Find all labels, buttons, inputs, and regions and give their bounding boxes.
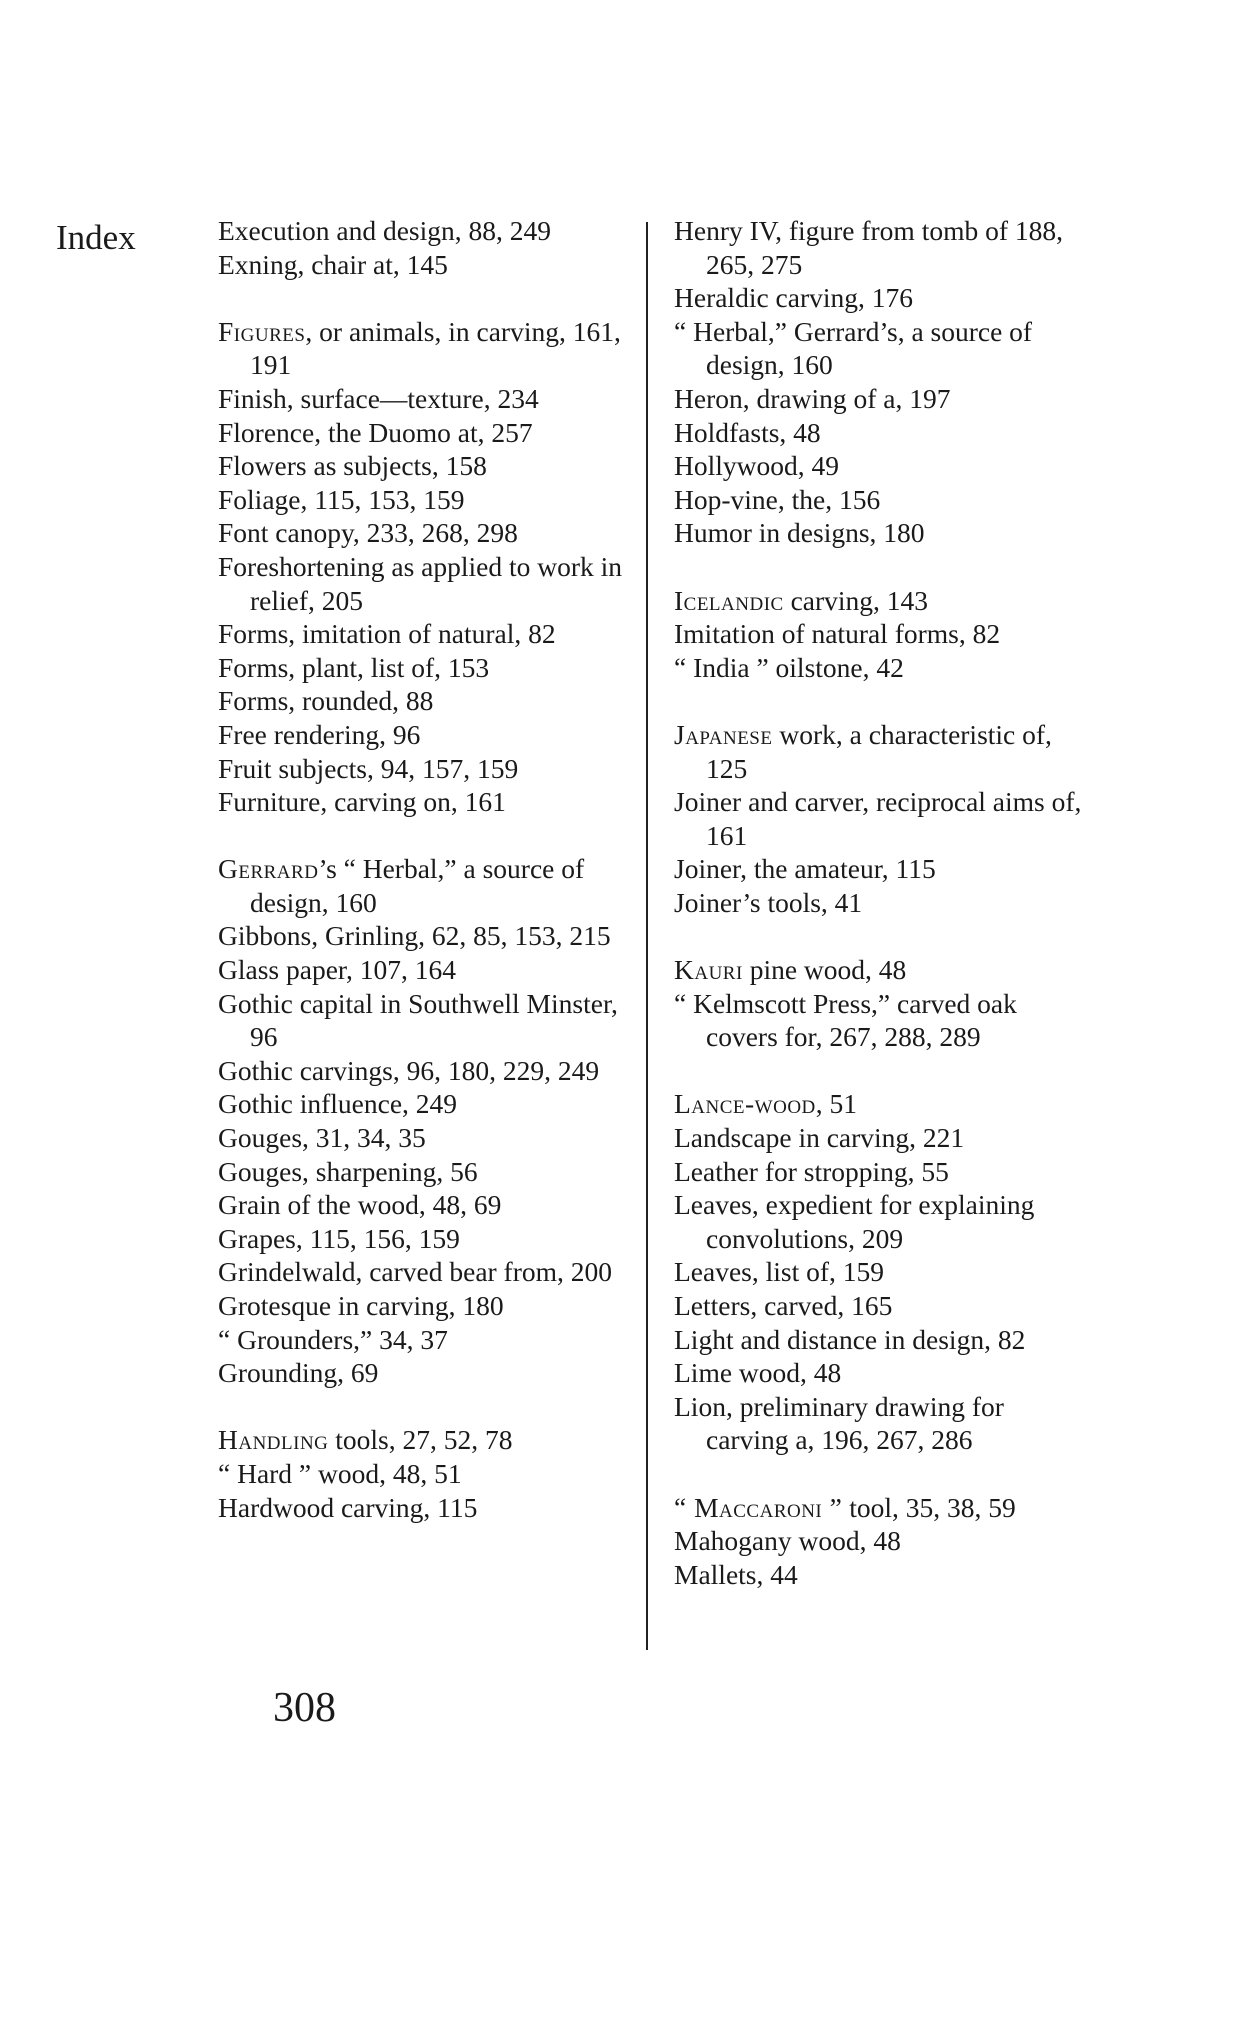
index-letter-group bbox=[218, 214, 626, 281]
index-entry bbox=[218, 651, 626, 685]
index-entry-text: Mahogany wood, 48 bbox=[674, 1525, 901, 1557]
index-entry bbox=[218, 1222, 626, 1256]
index-entry bbox=[218, 483, 626, 517]
index-letter-group bbox=[218, 315, 626, 819]
index-entry bbox=[674, 953, 1084, 987]
index-entry-text: Fruit subjects, 94, 157, 159 bbox=[218, 752, 519, 784]
index-entry-text: Flowers as subjects, 158 bbox=[218, 450, 487, 482]
index-entry-text: Leaves, expedient for explaining convolutions, 209 bbox=[674, 1189, 1035, 1254]
index-entry bbox=[674, 1491, 1084, 1525]
index-entry-text: tool, 35, 38, 59 bbox=[842, 1491, 1016, 1523]
index-entry-text: , or animals, in carving, 161, 191 bbox=[250, 315, 621, 381]
index-entry-text: Gouges, sharpening, 56 bbox=[218, 1155, 478, 1187]
index-entry bbox=[674, 416, 1084, 450]
index-entry-text: Font canopy, 233, 268, 298 bbox=[218, 517, 518, 549]
index-entry-text: Light and distance in design, 82 bbox=[674, 1323, 1026, 1355]
index-entry bbox=[674, 718, 1084, 785]
index-entry bbox=[674, 1255, 1084, 1289]
index-entry bbox=[674, 1558, 1084, 1592]
index-entry bbox=[218, 1155, 626, 1189]
index-entry-text: “ Kelmscott Press,” carved oak covers for, 267, 288, 289 bbox=[674, 987, 1017, 1053]
index-entry-text: Grindelwald, carved bear from, 200 bbox=[218, 1256, 613, 1288]
index-entry bbox=[218, 1188, 626, 1222]
index-entry bbox=[674, 1121, 1084, 1155]
index-entry bbox=[218, 248, 626, 282]
index-entry-text: Hollywood, 49 bbox=[674, 450, 839, 482]
index-entry bbox=[218, 1255, 626, 1289]
index-entry bbox=[674, 886, 1084, 920]
index-entry-text: Joiner, the amateur, 115 bbox=[674, 853, 936, 885]
index-entry-text: Grotesque in carving, 180 bbox=[218, 1290, 504, 1321]
index-entry bbox=[674, 281, 1084, 315]
index-entry bbox=[674, 785, 1084, 852]
index-entry bbox=[218, 785, 626, 819]
index-letter-group bbox=[674, 953, 1084, 1054]
page-title: Index bbox=[56, 218, 136, 257]
index-entry-text: Imitation of natural forms, 82 bbox=[674, 618, 1001, 650]
index-entry bbox=[218, 1323, 626, 1357]
index-entry-text: Gouges, 31, 34, 35 bbox=[218, 1122, 426, 1154]
index-column-left bbox=[218, 214, 626, 1524]
index-entry-text: Holdfasts, 48 bbox=[674, 416, 821, 448]
index-entry bbox=[674, 617, 1084, 651]
index-entry-text: Foliage, 115, 153, 159 bbox=[218, 483, 465, 515]
index-entry bbox=[218, 382, 626, 416]
index-entry bbox=[674, 483, 1084, 517]
index-entry-text: Gothic influence, 249 bbox=[218, 1088, 458, 1120]
index-entry-text: Joiner and carver, reciprocal aims of, 161 bbox=[674, 786, 1082, 851]
index-entry-text: Furniture, carving on, 161 bbox=[218, 786, 506, 818]
index-entry-text: carving, 143 bbox=[783, 584, 929, 616]
index-entry bbox=[674, 1087, 1084, 1121]
index-entry bbox=[674, 584, 1084, 618]
index-entry-text: “ India ” oilstone, 42 bbox=[674, 651, 904, 683]
index-entry bbox=[674, 516, 1084, 550]
index-entry-text: Letters, carved, 165 bbox=[674, 1290, 893, 1321]
index-entry bbox=[674, 1289, 1084, 1323]
index-entry bbox=[218, 214, 626, 248]
index-entry-text: “ Herbal,” Gerrard’s, a source of design, 160 bbox=[674, 315, 1033, 381]
index-entry-text: Lion, preliminary drawing for carving a, 196, 267, 286 bbox=[674, 1390, 1004, 1456]
index-entry bbox=[218, 752, 626, 786]
index-entry-text: Landscape in carving, 221 bbox=[674, 1122, 965, 1154]
index-entry-lead-word: Kauri bbox=[674, 954, 743, 986]
index-entry-text: , 51 bbox=[815, 1088, 858, 1120]
column-divider bbox=[646, 222, 648, 1650]
index-column-right bbox=[674, 214, 1084, 1591]
index-entry-text: Forms, rounded, 88 bbox=[218, 685, 434, 717]
index-entry bbox=[218, 1423, 626, 1457]
index-entry bbox=[218, 987, 626, 1054]
index-entry bbox=[674, 1188, 1084, 1255]
index-entry-text: Grapes, 115, 156, 159 bbox=[218, 1222, 460, 1254]
index-letter-group bbox=[674, 1491, 1084, 1592]
index-entry-text: Henry IV, figure from tomb of 188, 265, 275 bbox=[674, 215, 1064, 280]
index-entry-text: Forms, imitation of natural, 82 bbox=[218, 618, 556, 650]
index-entry-lead-word: Lance-wood bbox=[674, 1088, 816, 1120]
index-entry-text: Free rendering, 96 bbox=[218, 718, 421, 750]
index-entry-lead-word: “ Maccaroni ” bbox=[674, 1491, 843, 1523]
index-entry-lead-word: Handling bbox=[218, 1424, 329, 1456]
index-entry bbox=[218, 1054, 626, 1088]
index-entry-text: Hardwood carving, 115 bbox=[218, 1491, 478, 1523]
index-entry-text: tools, 27, 52, 78 bbox=[328, 1424, 513, 1456]
index-entry-text: Humor in designs, 180 bbox=[674, 517, 925, 549]
index-entry-text: Hop-vine, the, 156 bbox=[674, 483, 881, 515]
index-entry-text: Gothic capital in Southwell Minster, 96 bbox=[218, 987, 618, 1053]
index-entry bbox=[218, 684, 626, 718]
index-entry bbox=[218, 1457, 626, 1491]
index-entry-lead-word: Japanese bbox=[674, 718, 773, 750]
index-letter-group bbox=[674, 584, 1084, 685]
index-entry-text: “ Hard ” wood, 48, 51 bbox=[218, 1457, 462, 1489]
index-letter-group bbox=[218, 1423, 626, 1524]
index-entry-text: pine wood, 48 bbox=[742, 954, 907, 986]
index-entry-text: Grain of the wood, 48, 69 bbox=[218, 1189, 502, 1221]
index-entry bbox=[218, 953, 626, 987]
index-entry bbox=[674, 1524, 1084, 1558]
index-entry bbox=[218, 718, 626, 752]
index-entry-text: Lime wood, 48 bbox=[674, 1357, 842, 1389]
index-entry bbox=[674, 449, 1084, 483]
index-entry-text: Gibbons, Grinling, 62, 85, 153, 215 bbox=[218, 920, 611, 952]
index-entry bbox=[674, 1390, 1084, 1457]
index-entry-text: Glass paper, 107, 164 bbox=[218, 954, 456, 986]
index-entry bbox=[218, 617, 626, 651]
index-entry-lead-word: Figures bbox=[218, 315, 306, 347]
index-entry-text: Finish, surface—texture, 234 bbox=[218, 382, 539, 414]
index-letter-group bbox=[674, 1087, 1084, 1457]
index-entry bbox=[674, 315, 1084, 382]
index-entry-text: “ Grounders,” 34, 37 bbox=[218, 1323, 448, 1355]
index-entry-text: Joiner’s tools, 41 bbox=[674, 886, 863, 918]
index-entry bbox=[674, 214, 1084, 281]
index-entry bbox=[218, 315, 626, 382]
index-entry-text: Foreshortening as applied to work in relief, 205 bbox=[218, 550, 623, 616]
index-letter-group bbox=[674, 214, 1084, 550]
index-entry-text: Execution and design, 88, 249 bbox=[218, 215, 551, 246]
index-entry bbox=[674, 1323, 1084, 1357]
index-entry-text: Mallets, 44 bbox=[674, 1558, 798, 1590]
index-entry-lead-word: Gerrard bbox=[218, 853, 319, 885]
index-entry bbox=[218, 1491, 626, 1525]
index-entry bbox=[218, 1356, 626, 1390]
index-entry-text: Forms, plant, list of, 153 bbox=[218, 651, 490, 683]
index-entry-text: work, a characteristic of, 125 bbox=[706, 718, 1052, 784]
index-entry bbox=[218, 919, 626, 953]
index-entry bbox=[674, 382, 1084, 416]
index-letter-group bbox=[674, 718, 1084, 920]
index-entry bbox=[674, 987, 1084, 1054]
index-entry bbox=[218, 550, 626, 617]
page-number: 308 bbox=[273, 1685, 336, 1731]
index-entry-text: Leather for stropping, 55 bbox=[674, 1155, 949, 1187]
index-entry bbox=[674, 852, 1084, 886]
index-entry-text: Heraldic carving, 176 bbox=[674, 282, 914, 314]
index-entry-text: Leaves, list of, 159 bbox=[674, 1256, 885, 1288]
index-entry bbox=[674, 651, 1084, 685]
index-entry bbox=[218, 852, 626, 919]
index-entry bbox=[218, 516, 626, 550]
index-entry bbox=[218, 1121, 626, 1155]
index-entry bbox=[674, 1155, 1084, 1189]
index-entry-text: Exning, chair at, 145 bbox=[218, 248, 448, 280]
index-entry bbox=[218, 449, 626, 483]
index-entry-text: Gothic carvings, 96, 180, 229, 249 bbox=[218, 1054, 600, 1086]
index-entry-text: ’s “ Herbal,” a source of design, 160 bbox=[250, 853, 585, 918]
index-entry bbox=[218, 416, 626, 450]
index-entry-text: Grounding, 69 bbox=[218, 1357, 379, 1389]
index-entry-text: Florence, the Duomo at, 257 bbox=[218, 416, 533, 448]
index-entry bbox=[218, 1289, 626, 1323]
index-letter-group bbox=[218, 852, 626, 1390]
index-entry bbox=[674, 1356, 1084, 1390]
index-entry-lead-word: Icelandic bbox=[674, 584, 784, 616]
index-entry bbox=[218, 1087, 626, 1121]
index-entry-text: Heron, drawing of a, 197 bbox=[674, 382, 951, 414]
